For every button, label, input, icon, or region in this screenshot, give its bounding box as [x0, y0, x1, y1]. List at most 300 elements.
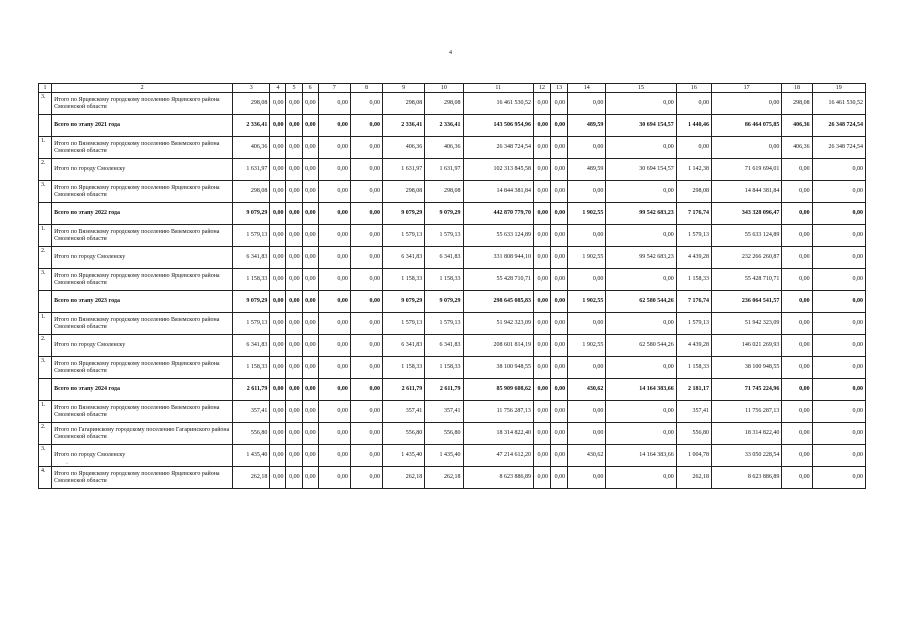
table-cell: 26 348 724,54 — [463, 137, 533, 159]
table-cell: 0,00 — [302, 445, 318, 467]
table-cell: 55 428 710,71 — [463, 269, 533, 291]
table-cell: 62 580 544,26 — [606, 335, 676, 357]
table-cell: 18 314 822,40 — [711, 423, 781, 445]
table-cell: 430,62 — [568, 379, 606, 401]
table-cell: 1 158,33 — [676, 357, 711, 379]
table-cell: 1 158,33 — [383, 269, 425, 291]
table-cell: 0,00 — [551, 247, 568, 269]
table-row — [39, 269, 866, 291]
table-cell: 262,18 — [233, 467, 270, 489]
table-cell: 0,00 — [286, 137, 302, 159]
table-cell: 102 313 845,58 — [463, 159, 533, 181]
table-cell: 9 079,29 — [233, 203, 270, 225]
table-cell: 0,00 — [350, 203, 382, 225]
table-cell: 0,00 — [302, 313, 318, 335]
table-cell: 232 266 260,87 — [711, 247, 781, 269]
table-cell: 0,00 — [318, 247, 350, 269]
table-cell: 0,00 — [302, 225, 318, 247]
table-cell: 0,00 — [568, 467, 606, 489]
row-number: 1. — [39, 401, 52, 423]
row-label: Всего по этапу 2023 года — [52, 291, 233, 313]
table-cell: 0,00 — [606, 181, 676, 203]
table-cell: 406,36 — [782, 115, 812, 137]
table-cell: 0,00 — [782, 335, 812, 357]
table-cell: 0,00 — [350, 357, 382, 379]
table-cell: 0,00 — [782, 445, 812, 467]
column-number: 9 — [383, 84, 425, 93]
table-cell: 0,00 — [350, 159, 382, 181]
table-cell: 0,00 — [302, 203, 318, 225]
table-cell: 0,00 — [812, 291, 865, 313]
row-number: 3. — [39, 357, 52, 379]
stage-total-row — [39, 115, 866, 137]
table-cell: 0,00 — [350, 445, 382, 467]
table-cell: 2 336,41 — [383, 115, 425, 137]
table-cell: 14 844 381,84 — [711, 181, 781, 203]
table-cell: 86 464 075,85 — [711, 115, 781, 137]
row-number: 4. — [39, 467, 52, 489]
table-cell: 298,08 — [676, 181, 711, 203]
table-row — [39, 137, 866, 159]
table-cell: 1 631,97 — [383, 159, 425, 181]
table-cell: 0,00 — [318, 159, 350, 181]
table-cell: 0,00 — [606, 401, 676, 423]
table-cell: 0,00 — [318, 269, 350, 291]
table-cell: 357,41 — [233, 401, 270, 423]
table-cell: 0,00 — [568, 269, 606, 291]
table-cell: 6 341,83 — [233, 335, 270, 357]
table-cell: 0,00 — [782, 423, 812, 445]
table-cell: 1 579,13 — [676, 313, 711, 335]
table-cell: 8 623 886,89 — [711, 467, 781, 489]
table-cell: 0,00 — [286, 423, 302, 445]
table-cell: 0,00 — [286, 115, 302, 137]
table-cell: 0,00 — [286, 357, 302, 379]
table-cell: 0,00 — [318, 467, 350, 489]
table-cell: 0,00 — [606, 269, 676, 291]
row-number — [39, 379, 52, 401]
table-cell: 1 579,13 — [383, 313, 425, 335]
table-cell: 0,00 — [568, 137, 606, 159]
table-row — [39, 225, 866, 247]
table-cell: 0,00 — [812, 247, 865, 269]
row-label: Итого по городу Смоленску — [52, 335, 233, 357]
table-cell: 1 435,40 — [383, 445, 425, 467]
table-cell: 0,00 — [533, 247, 550, 269]
table-cell: 0,00 — [782, 379, 812, 401]
table-cell: 208 601 814,19 — [463, 335, 533, 357]
table-cell: 0,00 — [606, 313, 676, 335]
table-cell: 9 079,29 — [383, 291, 425, 313]
table-cell: 0,00 — [286, 445, 302, 467]
row-label: Всего по этапу 2021 года — [52, 115, 233, 137]
table-cell: 30 694 154,57 — [606, 159, 676, 181]
table-cell: 0,00 — [533, 93, 550, 115]
table-cell: 0,00 — [318, 203, 350, 225]
table-cell: 16 461 530,52 — [463, 93, 533, 115]
table-cell: 1 902,55 — [568, 203, 606, 225]
row-number — [39, 203, 52, 225]
table-cell: 51 942 323,09 — [711, 313, 781, 335]
table-cell: 0,00 — [286, 225, 302, 247]
table-cell: 146 021 269,93 — [711, 335, 781, 357]
table-cell: 0,00 — [533, 379, 550, 401]
table-cell: 0,00 — [606, 137, 676, 159]
table-cell: 0,00 — [533, 203, 550, 225]
row-number: 3. — [39, 269, 52, 291]
table-cell: 0,00 — [551, 357, 568, 379]
table-cell: 8 623 886,89 — [463, 467, 533, 489]
table-cell: 406,36 — [425, 137, 463, 159]
table-cell: 0,00 — [711, 93, 781, 115]
table-cell: 9 079,29 — [425, 203, 463, 225]
table-cell: 406,36 — [782, 137, 812, 159]
column-number-row — [39, 84, 866, 93]
table-cell: 85 909 608,62 — [463, 379, 533, 401]
table-cell: 1 579,13 — [233, 313, 270, 335]
table-cell: 0,00 — [302, 335, 318, 357]
table-cell: 6 341,83 — [383, 247, 425, 269]
column-number: 14 — [568, 84, 606, 93]
table-cell: 0,00 — [711, 137, 781, 159]
table-cell: 556,80 — [233, 423, 270, 445]
table-cell: 2 336,41 — [425, 115, 463, 137]
table-cell: 0,00 — [350, 467, 382, 489]
table-cell: 51 942 323,09 — [463, 313, 533, 335]
table-cell: 1 004,78 — [676, 445, 711, 467]
table-cell: 6 341,83 — [425, 247, 463, 269]
table-cell: 1 579,13 — [383, 225, 425, 247]
table-cell: 0,00 — [286, 269, 302, 291]
table-cell: 0,00 — [533, 115, 550, 137]
table-cell: 0,00 — [551, 203, 568, 225]
table-cell: 0,00 — [286, 335, 302, 357]
table-row — [39, 247, 866, 269]
table-cell: 556,80 — [383, 423, 425, 445]
table-cell: 406,36 — [383, 137, 425, 159]
row-label: Итого по Ярцевскому городскому поселению Ярцевского района Смоленской области — [52, 357, 233, 379]
table-cell: 0,00 — [350, 291, 382, 313]
table-cell: 2 611,79 — [233, 379, 270, 401]
table-cell: 1 158,33 — [383, 357, 425, 379]
table-cell: 0,00 — [302, 467, 318, 489]
table-cell: 0,00 — [270, 313, 286, 335]
row-number: 3. — [39, 93, 52, 115]
table-cell: 0,00 — [533, 467, 550, 489]
row-label: Всего по этапу 2022 года — [52, 203, 233, 225]
table-cell: 0,00 — [270, 357, 286, 379]
stage-total-row — [39, 379, 866, 401]
table-cell: 0,00 — [286, 247, 302, 269]
column-number: 19 — [812, 84, 865, 93]
table-cell: 0,00 — [302, 401, 318, 423]
table-cell: 18 314 822,40 — [463, 423, 533, 445]
table-cell: 0,00 — [350, 181, 382, 203]
table-cell: 0,00 — [270, 181, 286, 203]
table-cell: 6 341,83 — [425, 335, 463, 357]
table-cell: 298,08 — [383, 181, 425, 203]
table-cell: 0,00 — [318, 313, 350, 335]
table-cell: 0,00 — [782, 225, 812, 247]
table-cell: 6 341,83 — [383, 335, 425, 357]
table-cell: 7 176,74 — [676, 291, 711, 313]
table-cell: 0,00 — [812, 269, 865, 291]
row-number: 3. — [39, 445, 52, 467]
table-cell: 0,00 — [551, 291, 568, 313]
table-cell: 11 756 287,13 — [463, 401, 533, 423]
table-cell: 0,00 — [568, 93, 606, 115]
table-cell: 0,00 — [270, 423, 286, 445]
table-cell: 0,00 — [551, 335, 568, 357]
table-cell: 0,00 — [551, 159, 568, 181]
table-cell: 0,00 — [533, 269, 550, 291]
table-cell: 0,00 — [782, 159, 812, 181]
table-cell: 0,00 — [782, 291, 812, 313]
table-row — [39, 445, 866, 467]
table-cell: 0,00 — [270, 269, 286, 291]
row-label: Итого по Ярцевскому городскому поселению Ярцевского района Смоленской области — [52, 93, 233, 115]
table-cell: 0,00 — [270, 159, 286, 181]
table-cell: 0,00 — [270, 401, 286, 423]
table-cell: 0,00 — [551, 379, 568, 401]
row-number: 1. — [39, 137, 52, 159]
table-cell: 0,00 — [812, 401, 865, 423]
table-cell: 0,00 — [812, 181, 865, 203]
table-cell: 0,00 — [533, 335, 550, 357]
table-cell: 0,00 — [533, 181, 550, 203]
column-number: 3 — [233, 84, 270, 93]
table-cell: 430,62 — [568, 445, 606, 467]
table-cell: 71 745 224,96 — [711, 379, 781, 401]
row-number: 2. — [39, 247, 52, 269]
table-cell: 0,00 — [812, 357, 865, 379]
table-cell: 0,00 — [286, 291, 302, 313]
table-cell: 0,00 — [302, 181, 318, 203]
table-cell: 0,00 — [286, 467, 302, 489]
table-cell: 0,00 — [270, 115, 286, 137]
table-cell: 0,00 — [533, 445, 550, 467]
table-cell: 262,18 — [383, 467, 425, 489]
table-cell: 0,00 — [812, 159, 865, 181]
column-number: 4 — [270, 84, 286, 93]
table-cell: 26 348 724,54 — [812, 137, 865, 159]
table-cell: 2 611,79 — [383, 379, 425, 401]
table-cell: 14 844 381,84 — [463, 181, 533, 203]
table-cell: 0,00 — [270, 203, 286, 225]
table-cell: 0,00 — [286, 379, 302, 401]
table-cell: 0,00 — [676, 93, 711, 115]
table-cell: 0,00 — [782, 247, 812, 269]
row-number: 2. — [39, 159, 52, 181]
table-cell: 0,00 — [812, 423, 865, 445]
table-cell: 0,00 — [551, 225, 568, 247]
table-cell: 0,00 — [533, 423, 550, 445]
table-cell: 298,08 — [233, 93, 270, 115]
table-cell: 1 435,40 — [425, 445, 463, 467]
row-label: Итого по городу Смоленску — [52, 159, 233, 181]
table-cell: 298,08 — [233, 181, 270, 203]
table-cell: 0,00 — [812, 225, 865, 247]
table-cell: 7 176,74 — [676, 203, 711, 225]
table-cell: 14 164 383,66 — [606, 379, 676, 401]
table-cell: 0,00 — [812, 313, 865, 335]
table-cell: 0,00 — [318, 357, 350, 379]
table-cell: 38 100 948,55 — [463, 357, 533, 379]
column-number: 10 — [425, 84, 463, 93]
table-cell: 55 633 124,89 — [463, 225, 533, 247]
table-cell: 1 902,55 — [568, 335, 606, 357]
table-cell: 0,00 — [551, 137, 568, 159]
table-cell: 0,00 — [551, 467, 568, 489]
table-cell: 556,80 — [676, 423, 711, 445]
row-number — [39, 115, 52, 137]
stage-total-row — [39, 291, 866, 313]
table-cell: 1 158,33 — [676, 269, 711, 291]
table-cell: 0,00 — [812, 335, 865, 357]
page-mark: · — [66, 461, 68, 467]
table-cell: 0,00 — [318, 423, 350, 445]
row-label: Итого по Ярцевскому городскому поселению Ярцевского района Смоленской области — [52, 269, 233, 291]
table-cell: 99 542 683,23 — [606, 247, 676, 269]
column-number: 16 — [676, 84, 711, 93]
table-cell: 1 440,46 — [676, 115, 711, 137]
table-cell: 38 100 948,55 — [711, 357, 781, 379]
table-cell: 0,00 — [812, 379, 865, 401]
table-cell: 357,41 — [383, 401, 425, 423]
table-cell: 236 064 541,57 — [711, 291, 781, 313]
table-cell: 1 902,55 — [568, 291, 606, 313]
table-cell: 14 164 383,66 — [606, 445, 676, 467]
table-cell: 0,00 — [568, 313, 606, 335]
row-label: Итого по Ярцевскому городскому поселению Ярцевского района Смоленской области — [52, 467, 233, 489]
table-cell: 9 079,29 — [233, 291, 270, 313]
table-cell: 0,00 — [533, 159, 550, 181]
table-cell: 357,41 — [676, 401, 711, 423]
table-cell: 0,00 — [782, 181, 812, 203]
table-cell: 1 158,33 — [425, 357, 463, 379]
table-cell: 0,00 — [606, 225, 676, 247]
column-number: 8 — [350, 84, 382, 93]
table-cell: 4 439,28 — [676, 247, 711, 269]
table-cell: 0,00 — [318, 445, 350, 467]
column-number: 11 — [463, 84, 533, 93]
table-cell: 0,00 — [318, 379, 350, 401]
table-cell: 0,00 — [286, 93, 302, 115]
table-cell: 0,00 — [551, 181, 568, 203]
table-cell: 0,00 — [551, 401, 568, 423]
table-cell: 1 579,13 — [425, 313, 463, 335]
table-cell: 0,00 — [318, 137, 350, 159]
table-cell: 1 158,33 — [233, 357, 270, 379]
table-cell: 0,00 — [318, 291, 350, 313]
table-cell: 442 870 779,70 — [463, 203, 533, 225]
row-number: 2. — [39, 335, 52, 357]
table-cell: 0,00 — [270, 291, 286, 313]
table-cell: 0,00 — [270, 445, 286, 467]
table-cell: 1 158,33 — [425, 269, 463, 291]
table-cell: 0,00 — [302, 137, 318, 159]
table-row — [39, 93, 866, 115]
table-cell: 0,00 — [318, 401, 350, 423]
table-cell: 0,00 — [350, 93, 382, 115]
table-cell: 0,00 — [302, 159, 318, 181]
table-cell: 0,00 — [318, 335, 350, 357]
row-number: 1. — [39, 313, 52, 335]
table-cell: 1 631,97 — [233, 159, 270, 181]
row-label: Всего по этапу 2024 года — [52, 379, 233, 401]
row-label: Итого по Ярцевскому городскому поселению Ярцевского района Смоленской области — [52, 181, 233, 203]
table-cell: 0,00 — [286, 159, 302, 181]
table-cell: 0,00 — [533, 357, 550, 379]
table-cell: 55 633 124,89 — [711, 225, 781, 247]
table-cell: 4 439,28 — [676, 335, 711, 357]
column-number: 17 — [711, 84, 781, 93]
row-label: Итого по городу Смоленску — [52, 247, 233, 269]
table-cell: 11 756 287,13 — [711, 401, 781, 423]
table-cell: 0,00 — [350, 269, 382, 291]
table-cell: 262,18 — [676, 467, 711, 489]
row-label: Итого по Вяземскому городскому поселению Вяземского района Смоленской области — [52, 225, 233, 247]
table-row — [39, 181, 866, 203]
column-number: 13 — [551, 84, 568, 93]
table-cell: 16 461 530,52 — [812, 93, 865, 115]
row-label: Итого по Гагаринскому городскому поселению Гагаринского района Смоленской области — [52, 423, 233, 445]
table-cell: 0,00 — [270, 467, 286, 489]
table-cell: 9 079,29 — [383, 203, 425, 225]
table-cell: 0,00 — [270, 93, 286, 115]
table-cell: 0,00 — [350, 423, 382, 445]
table-cell: 1 579,13 — [676, 225, 711, 247]
table-cell: 0,00 — [606, 423, 676, 445]
table-cell: 0,00 — [350, 247, 382, 269]
table-cell: 0,00 — [606, 357, 676, 379]
table-cell: 1 158,33 — [233, 269, 270, 291]
table-cell: 298,08 — [782, 93, 812, 115]
table-cell: 0,00 — [270, 225, 286, 247]
table-cell: 0,00 — [302, 93, 318, 115]
table-cell: 0,00 — [568, 225, 606, 247]
table-cell: 0,00 — [318, 181, 350, 203]
table-cell: 2 336,41 — [233, 115, 270, 137]
table-row — [39, 401, 866, 423]
row-label: Итого по Вяземскому городскому поселению Вяземского района Смоленской области — [52, 313, 233, 335]
table-row — [39, 313, 866, 335]
page-number: 4 — [449, 50, 452, 56]
table-cell: 0,00 — [533, 225, 550, 247]
table-cell: 0,00 — [782, 313, 812, 335]
row-number — [39, 291, 52, 313]
table-cell: 0,00 — [302, 423, 318, 445]
table-cell: 0,00 — [551, 445, 568, 467]
table-cell: 0,00 — [302, 291, 318, 313]
table-cell: 331 808 944,10 — [463, 247, 533, 269]
table-cell: 1 902,55 — [568, 247, 606, 269]
table-cell: 0,00 — [782, 357, 812, 379]
table-cell: 0,00 — [812, 445, 865, 467]
table-cell: 0,00 — [318, 115, 350, 137]
table-cell: 262,18 — [425, 467, 463, 489]
column-number: 5 — [286, 84, 302, 93]
table-cell: 0,00 — [350, 335, 382, 357]
table-cell: 298 645 085,83 — [463, 291, 533, 313]
table-cell: 0,00 — [606, 93, 676, 115]
table-cell: 298,08 — [383, 93, 425, 115]
table-row — [39, 159, 866, 181]
table-cell: 0,00 — [533, 291, 550, 313]
table-cell: 0,00 — [551, 313, 568, 335]
table-cell: 0,00 — [568, 401, 606, 423]
table-cell: 1 435,40 — [233, 445, 270, 467]
